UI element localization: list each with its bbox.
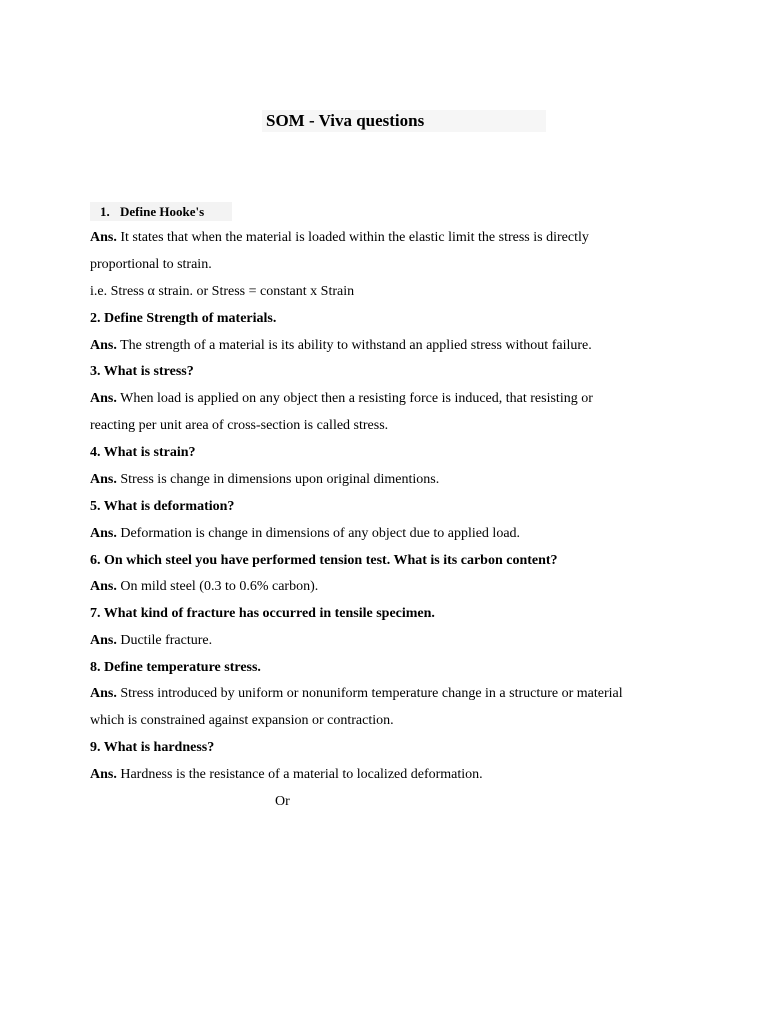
answer-text: It states that when the material is loaded within the elastic limit the stress is directly xyxy=(116,230,589,245)
question-9: 9. What is hardness? xyxy=(90,740,215,755)
answer-text: Hardness is the resistance of a material to localized deformation. xyxy=(116,767,483,782)
answer-text: Stress introduced by uniform or nonuniform temperature change in a structure or material xyxy=(116,686,623,701)
question-4: 4. What is strain? xyxy=(90,445,196,460)
answer-1-line-2: proportional to strain. xyxy=(90,257,212,272)
answer-label: Ans. xyxy=(90,230,117,245)
answer-label: Ans. xyxy=(90,767,117,782)
question-1-number: 1. xyxy=(100,204,110,219)
answer-8-line-1 xyxy=(90,685,623,703)
answer-1-line-3: i.e. Stress α strain. or Stress = constant x Strain xyxy=(90,284,355,299)
question-6: 6. On which steel you have performed tension test. What is its carbon content? xyxy=(90,553,558,568)
question-7: 7. What kind of fracture has occurred in tensile specimen. xyxy=(90,606,435,621)
answer-label: Ans. xyxy=(90,526,117,541)
answer-label: Ans. xyxy=(90,391,117,406)
answer-4 xyxy=(90,471,439,489)
answer-5 xyxy=(90,525,520,543)
answer-8-line-2: which is constrained against expansion or contraction. xyxy=(90,713,394,728)
answer-1-line-1 xyxy=(90,229,589,247)
answer-text: On mild steel (0.3 to 0.6% carbon). xyxy=(116,579,319,594)
page-title: SOM - Viva questions xyxy=(266,111,425,130)
answer-6 xyxy=(90,578,318,596)
question-5: 5. What is deformation? xyxy=(90,499,235,514)
question-3: 3. What is stress? xyxy=(90,364,194,379)
answer-text: When load is applied on any object then a resisting force is induced, that resisting or xyxy=(116,391,593,406)
answer-text: Ductile fracture. xyxy=(116,633,213,648)
answer-text: Stress is change in dimensions upon original dimentions. xyxy=(116,472,440,487)
answer-2 xyxy=(90,337,592,355)
question-2: 2. Define Strength of materials. xyxy=(90,311,277,326)
answer-3-line-2: reacting per unit area of cross-section is called stress. xyxy=(90,418,389,433)
or-separator: Or xyxy=(275,794,290,809)
answer-label: Ans. xyxy=(90,472,117,487)
answer-text: Deformation is change in dimensions of any object due to applied load. xyxy=(116,526,521,541)
answer-label: Ans. xyxy=(90,633,117,648)
answer-9 xyxy=(90,766,483,784)
answer-3-line-1 xyxy=(90,390,593,408)
question-8: 8. Define temperature stress. xyxy=(90,660,261,675)
answer-text: The strength of a material is its ability to withstand an applied stress without failure. xyxy=(116,338,592,353)
answer-label: Ans. xyxy=(90,338,117,353)
answer-label: Ans. xyxy=(90,686,117,701)
answer-label: Ans. xyxy=(90,579,117,594)
question-1: Define Hooke's xyxy=(120,204,205,219)
answer-7 xyxy=(90,632,212,650)
